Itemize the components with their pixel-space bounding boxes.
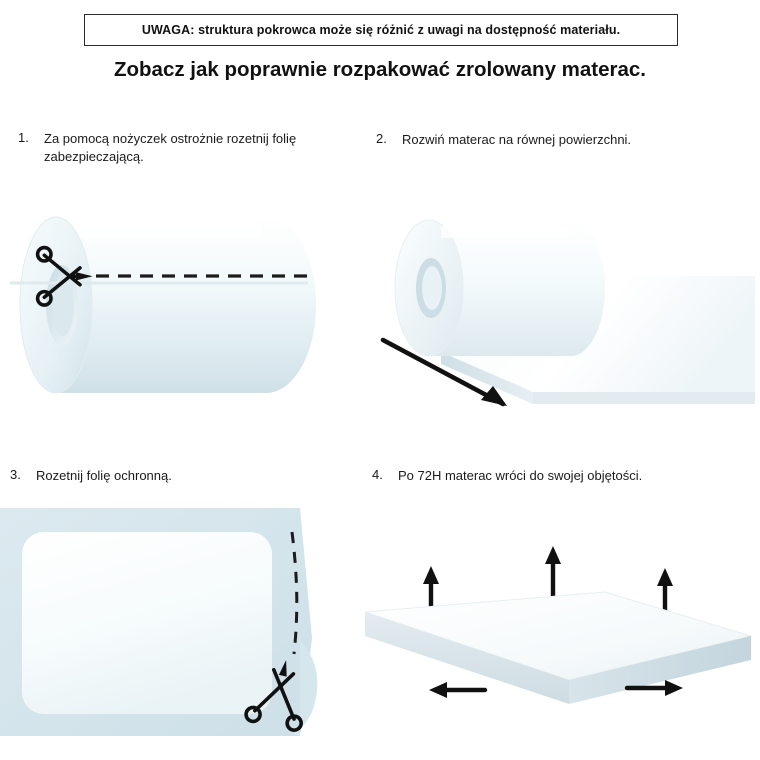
step-3-number: 3. bbox=[10, 467, 21, 482]
mattress-flat bbox=[22, 532, 272, 714]
arrow-icon-left bbox=[429, 682, 485, 698]
mattress-roll-body bbox=[56, 217, 316, 393]
notice-banner bbox=[84, 14, 678, 46]
step-2-text: Rozwiń materac na równej powierzchni. bbox=[402, 132, 632, 147]
step-2-illustration bbox=[355, 160, 755, 430]
step-3-text: Rozetnij folię ochronną. bbox=[36, 468, 172, 483]
step-1-number: 1. bbox=[18, 130, 29, 145]
mattress-roll-body-2 bbox=[395, 220, 605, 356]
mattress-slab bbox=[365, 592, 751, 704]
step-4-illustration bbox=[355, 540, 755, 740]
step-1-text: Za pomocą nożyczek ostrożnie rozetnij folię zabezpieczającą. bbox=[44, 131, 297, 164]
step-4-text: Po 72H materac wróci do swojej objętości. bbox=[398, 468, 643, 483]
mattress-roll-face bbox=[20, 217, 92, 393]
step-2-number: 2. bbox=[376, 131, 387, 146]
page-title: Zobacz jak poprawnie rozpakować zrolowany materac. bbox=[113, 58, 647, 81]
step-3-illustration bbox=[0, 508, 340, 760]
step-4-number: 4. bbox=[372, 467, 383, 482]
notice-text: UWAGA: struktura pokrowca może się różnić z uwagi na dostępność materiału. bbox=[141, 23, 621, 37]
step-1-illustration bbox=[8, 175, 338, 405]
